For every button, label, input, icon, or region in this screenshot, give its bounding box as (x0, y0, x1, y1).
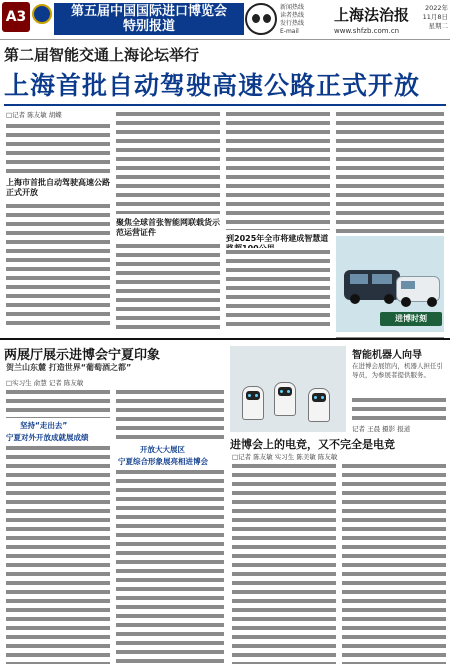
ev-byline: □记者 陈友敏 实习生 陈美敏 陈友敏 (232, 453, 338, 461)
ev-headline: 进博会上的电竞，又不完全是电竞 (230, 438, 395, 451)
lead-byline: □记者 陈友敏 胡蝶 (6, 111, 62, 119)
ev-body-col1 (232, 462, 336, 664)
exhibit-body-1 (6, 388, 110, 418)
exhibit-subhead: 贺兰山东麓 打造世界“葡萄酒之都” (6, 363, 132, 372)
exhibit-body-2 (6, 444, 110, 664)
robot-credit: 记者 王晨 摄影 报道 (352, 425, 411, 433)
hotline-line: E-mail (280, 28, 299, 35)
page-code-badge: A3 (2, 2, 30, 32)
panda-mascot-icon (245, 3, 277, 35)
date-day: 11月8日 (422, 13, 448, 21)
exhibit-section-4: 宁夏综合形象展亮相进博会 (118, 457, 208, 466)
robot-caption-body (352, 396, 446, 422)
exhibit-byline: □实习生 俞慧 记者 陈友敏 (6, 379, 84, 387)
paper-name-logo: 上海法治报 (334, 6, 410, 24)
robot-headline: 智能机器人向导 (352, 350, 422, 361)
ev-body-col2 (342, 462, 446, 664)
robot-caption: 在进博会展馆内，机器人担任引导员，为参展者提供服务。 (352, 362, 443, 379)
hotline-line: 发行热线 (280, 20, 305, 27)
section-title-line1: 第五届中国国际进口博览会 (70, 4, 227, 19)
lead-kicker: 第二届智能交通上海论坛举行 (4, 46, 200, 64)
lead-subtitle-1: 上海市首批自动驾驶高速公路正式开放 (6, 178, 110, 197)
lead-body-col1b (6, 202, 110, 330)
expo-logo-icon (32, 4, 52, 24)
hotline-block (280, 4, 332, 34)
exhibit-section-2: 宁夏对外开放成就展成绩 (6, 433, 89, 442)
hotline-line: 读者热线 (280, 12, 305, 19)
robot-guide-photo (230, 346, 346, 432)
date-year: 2022年 (424, 4, 448, 12)
lead-subtitle-2: 聚焦全球首张智能网联载货示范运营证件 (116, 218, 220, 237)
lead-body-col3b (226, 248, 330, 330)
date-weekday: 星期二 (428, 22, 448, 30)
lead-subtitle-3: 到2025年全市将建成智慧道 (226, 234, 329, 243)
exhibit-section-3: 开放大大展区 (140, 445, 185, 454)
exhibit-section-1: 坚持“走出去” (20, 421, 68, 430)
section-divider (0, 338, 450, 340)
paper-website[interactable]: www.shfzb.com.cn (334, 27, 400, 35)
headline-rule (4, 104, 446, 106)
issue-date (420, 4, 448, 31)
photo-caption-tag: 进博时刻 (380, 312, 442, 326)
lead-headline: 上海首批自动驾驶高速公路正式开放 (4, 71, 421, 100)
lead-body-col3a (226, 110, 330, 230)
lead-body-col2a (116, 110, 220, 214)
hotline-line: 新闻热线 (280, 4, 305, 11)
lead-body-col2b (116, 242, 220, 330)
exhibit-headline: 两展厅展示进博会宁夏印象 (4, 348, 161, 363)
section-title-banner (54, 3, 244, 35)
exhibit-body-3 (116, 388, 224, 440)
exhibit-body-4 (116, 468, 224, 664)
section-title-line2: 特别报道 (122, 19, 175, 34)
lead-body-col1a (6, 122, 110, 174)
